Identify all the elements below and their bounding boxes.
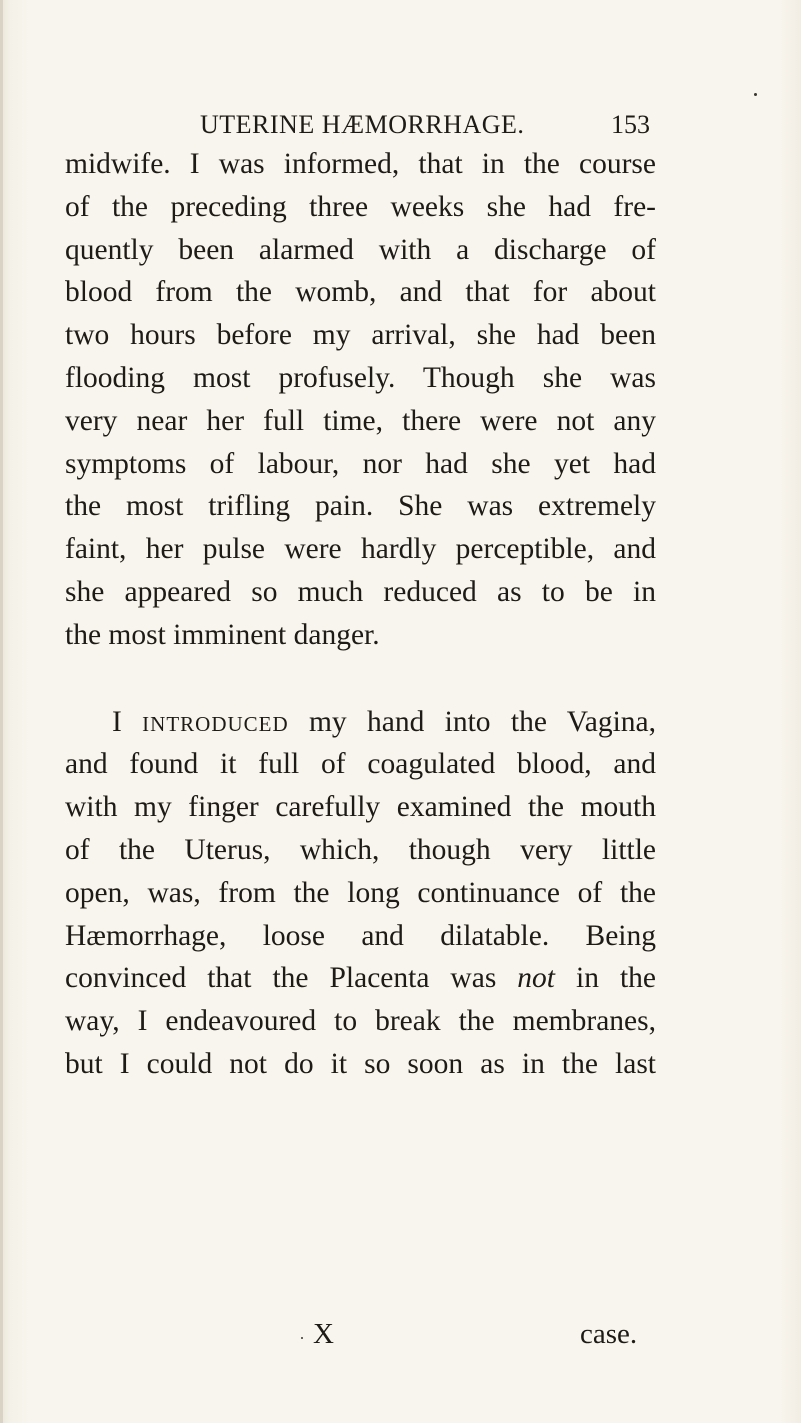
text-line: and found it full of coagulated blood, and	[65, 748, 656, 781]
text-line: faint, her pulse were hardly perceptible, and	[65, 533, 656, 566]
paragraph-1	[65, 143, 656, 657]
signature-mark: X	[313, 1318, 334, 1350]
text-line: but I could not do it so soon as in the last	[65, 1047, 656, 1080]
italic-word: not	[517, 962, 555, 995]
text-line: open, was, from the long continuance of the	[65, 876, 656, 909]
text-line: the most trifling pain. She was extremely	[65, 490, 656, 523]
text-line: she appeared so much reduced as to be in	[65, 575, 656, 608]
line-rest: my hand into the Vagina,	[308, 705, 657, 738]
text-line-with-italic	[65, 957, 656, 1000]
footer-row	[0, 1318, 801, 1360]
ink-speck	[301, 1337, 303, 1339]
text-line: two hours before my arrival, she had been	[65, 319, 656, 352]
text-line: way, I endeavoured to break the membranes,	[65, 1005, 656, 1038]
body-text	[65, 143, 656, 1086]
text-line: the most imminent danger.	[65, 618, 380, 651]
text-line: of the Uterus, which, though very little	[65, 833, 656, 866]
text-line: symptoms of labour, nor had she yet had	[65, 447, 656, 480]
text-line: with my finger carefully examined the mouth	[65, 791, 656, 824]
text-line: Hæmorrhage, loose and dilatable. Being	[65, 919, 656, 952]
page-number: 153	[611, 110, 650, 139]
text-line-opening	[65, 701, 656, 744]
gutter-shadow	[0, 0, 3, 1423]
text-line: very near her full time, there were not any	[65, 404, 656, 437]
catchword: case.	[580, 1318, 638, 1350]
lead-initial: I	[112, 705, 122, 738]
text-line: flooding most profusely. Though she was	[65, 361, 656, 394]
running-title: UTERINE HÆMORRHAGE.	[200, 110, 525, 139]
line-before-italic: convinced that the Placenta was	[65, 962, 518, 995]
text-line: midwife. I was informed, that in the course	[65, 148, 656, 180]
paragraph-2	[65, 701, 656, 1086]
text-line: quently been alarmed with a discharge of	[65, 233, 656, 266]
lead-smallcaps: introduced	[142, 705, 289, 738]
ink-speck	[754, 93, 757, 96]
text-line: of the preceding three weeks she had fre-	[65, 190, 656, 223]
paragraph-gap	[65, 657, 656, 701]
line-after-italic: in the	[555, 962, 656, 995]
text-line: blood from the womb, and that for about	[65, 276, 656, 309]
